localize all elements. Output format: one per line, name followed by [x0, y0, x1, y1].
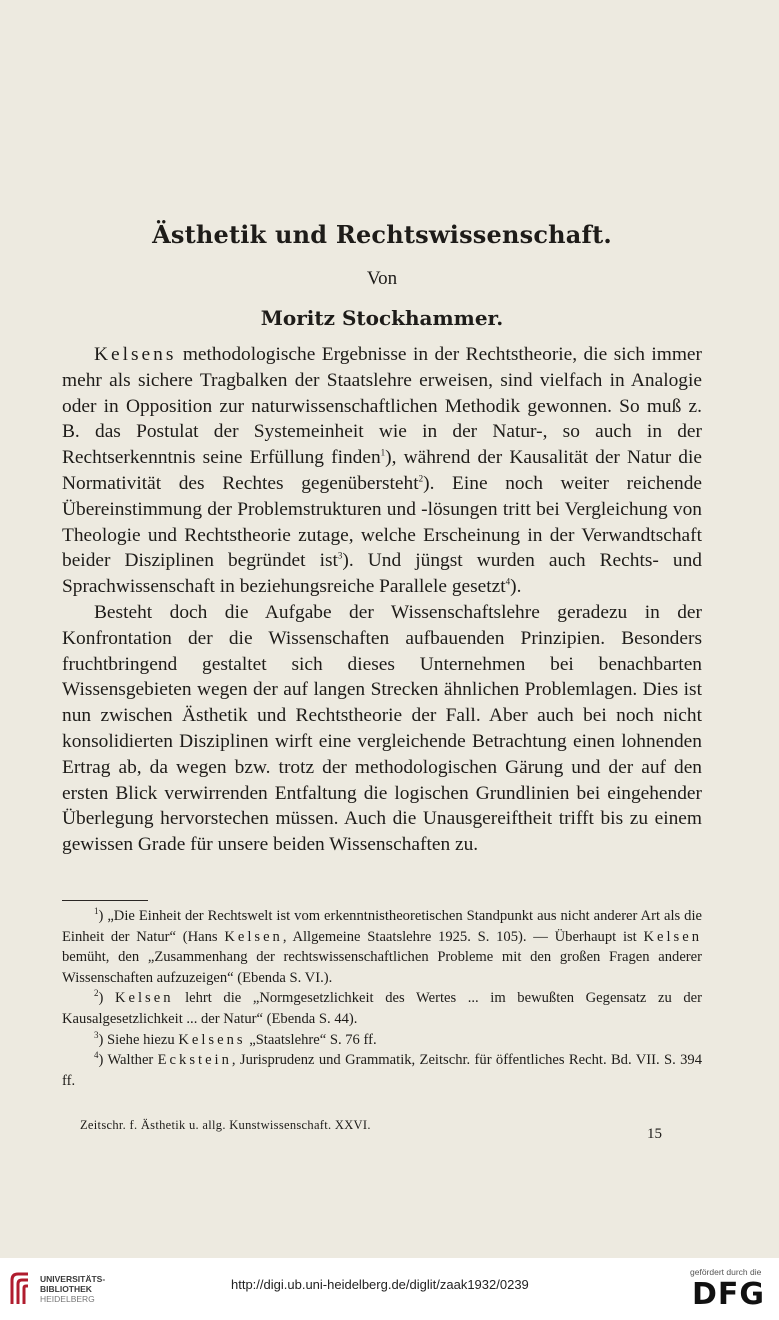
footnote-separator [62, 900, 148, 901]
university-library-logo-icon [8, 1270, 34, 1306]
footnote-text: lehrt die „Normgesetzlichkeit des Wertes ... im bewußten Gegensatz zu der Kausalgesetzlichkeit ... der Natur“ (Ebenda S. 44). [62, 990, 703, 1027]
paragraph-1 [62, 342, 702, 600]
paragraph-text: methodologische Ergebnisse in der Rechtstheorie, die sich immer mehr als sichere Tragbalken der Staatslehre erweisen, sind vielfach in Analogie oder in Opposition zur naturwissenschaftlichen Methodik gewonnen. So muß z. B. das Postulat der Systemeinheit wie in der Natur-, so auch in der Rechtserkenntnis seine Erfüllung finden [62, 344, 702, 469]
footnote-text: bemüht, den „Zusammenhang der rechtswissenschaftlichen Probleme mit den großen Fragen anderer Wissenschaften aufzuzeigen“ (Ebenda S. VI.). [62, 949, 702, 986]
funded-by-label: gefördert durch die [690, 1267, 762, 1277]
paragraph-text: ). [510, 576, 522, 598]
paragraph-text: ), während der Kausalität der Natur die Normativität des Rechtes gegenübersteht [62, 447, 702, 494]
paragraph-2: Besteht doch die Aufgabe der Wissenschaftslehre geradezu in der Konfrontation der die Wissenschaften aufbauenden Prinzipien. Besonders fruchtbringend gestaltet sich dieses Unternehmen bei benachbarten Wissensgebieten wegen der auf langen Strecken ähnlichen Problemlagen. Dies ist nun zwischen Ästhetik und Rechtstheorie der Fall. Aber auch bei noch nicht konsolidierten Disziplinen wirft eine vergleichende Betrachtung einen lohnenden Ertrag ab, da wegen bzw. trotz der methodologischen Gärung und der auf den ersten Blick verwirrenden Entfaltung die logischen Grundlinien bei eingehender Überlegung hervorstechen müssen. Auch die Unausgereiftheit trifft bis zu einem gewissen Grade für unsere beiden Wissenschaften zu. [62, 601, 702, 856]
library-line: UNIVERSITÄTS- [40, 1274, 106, 1284]
dfg-logo: DFG [692, 1277, 766, 1312]
article-author: Moritz Stockhammer. [260, 306, 504, 330]
digitization-footer [0, 1258, 779, 1320]
byline-von: Von [366, 268, 398, 289]
spaced-name: Eckstein [157, 1052, 232, 1069]
footnote-ref: 2 [418, 473, 424, 484]
library-line: HEIDELBERG [40, 1294, 95, 1304]
paragraph-text: ). Und jüngst wurden auch Rechts- und Sprachwissenschaft in beziehungsreiche Parallele gesetzt [62, 550, 702, 598]
footnotes [62, 906, 702, 1091]
footnote-text: „Staatslehre“ S. 76 ff. [245, 1031, 377, 1048]
footnote-ref: 4 [505, 576, 511, 587]
footnote-ref: 1 [380, 447, 386, 458]
footnote-1 [62, 906, 702, 988]
spaced-name: Kelsen [224, 928, 283, 945]
spaced-name: Kelsen [114, 990, 174, 1007]
footnote-text: ) Walther [98, 1052, 158, 1069]
footnote-text: ) Siehe hiezu [98, 1031, 179, 1048]
article-body [62, 342, 702, 858]
footnote-4 [62, 1050, 702, 1091]
footnote-mark: 1 [94, 906, 99, 917]
footnote-mark: 3 [94, 1029, 99, 1040]
spaced-name: Kelsen [643, 928, 703, 945]
library-line: BIBLIOTHEK [40, 1284, 92, 1294]
page-number: 15 [647, 1126, 662, 1142]
footnote-text: ) [98, 990, 115, 1007]
footnote-mark: 4 [94, 1050, 99, 1061]
library-name [40, 1274, 105, 1304]
footnote-ref: 3 [337, 550, 343, 561]
permalink-url[interactable]: http://digi.ub.uni-heidelberg.de/diglit/zaak1932/0239 [231, 1277, 529, 1292]
footnote-text: ) „Die Einheit der Rechtswelt ist vom erkenntnistheoretischen Standpunkt aus nicht anderer Art als die Einheit der Natur“ (Hans [62, 908, 702, 945]
spaced-name: Kelsens [94, 344, 177, 365]
footnote-2 [62, 988, 702, 1029]
footnote-mark: 2 [94, 988, 99, 999]
article-title: Ästhetik und Rechtswissenschaft. [152, 220, 612, 249]
journal-running-foot: Zeitschr. f. Ästhetik u. allg. Kunstwissenschaft. XXVI. [80, 1118, 371, 1132]
footnote-3 [62, 1030, 702, 1051]
footnote-text: , Allgemeine Staatslehre 1925. S. 105). — Überhaupt ist [282, 928, 644, 945]
footnote-text: , Jurisprudenz und Grammatik, Zeitschr. für öffentliches Recht. Bd. VII. S. 394 ff. [62, 1052, 702, 1089]
spaced-name: Kelsens [178, 1031, 246, 1048]
paragraph-text: ). Eine noch weiter reichende Übereinstimmung der Problemstrukturen und -lösungen tritt bei Vergleichung von Theologie und Rechtstheorie zutage, welche Erscheinung in der Verwandtschaft beider Disziplinen begründet ist [62, 472, 702, 572]
